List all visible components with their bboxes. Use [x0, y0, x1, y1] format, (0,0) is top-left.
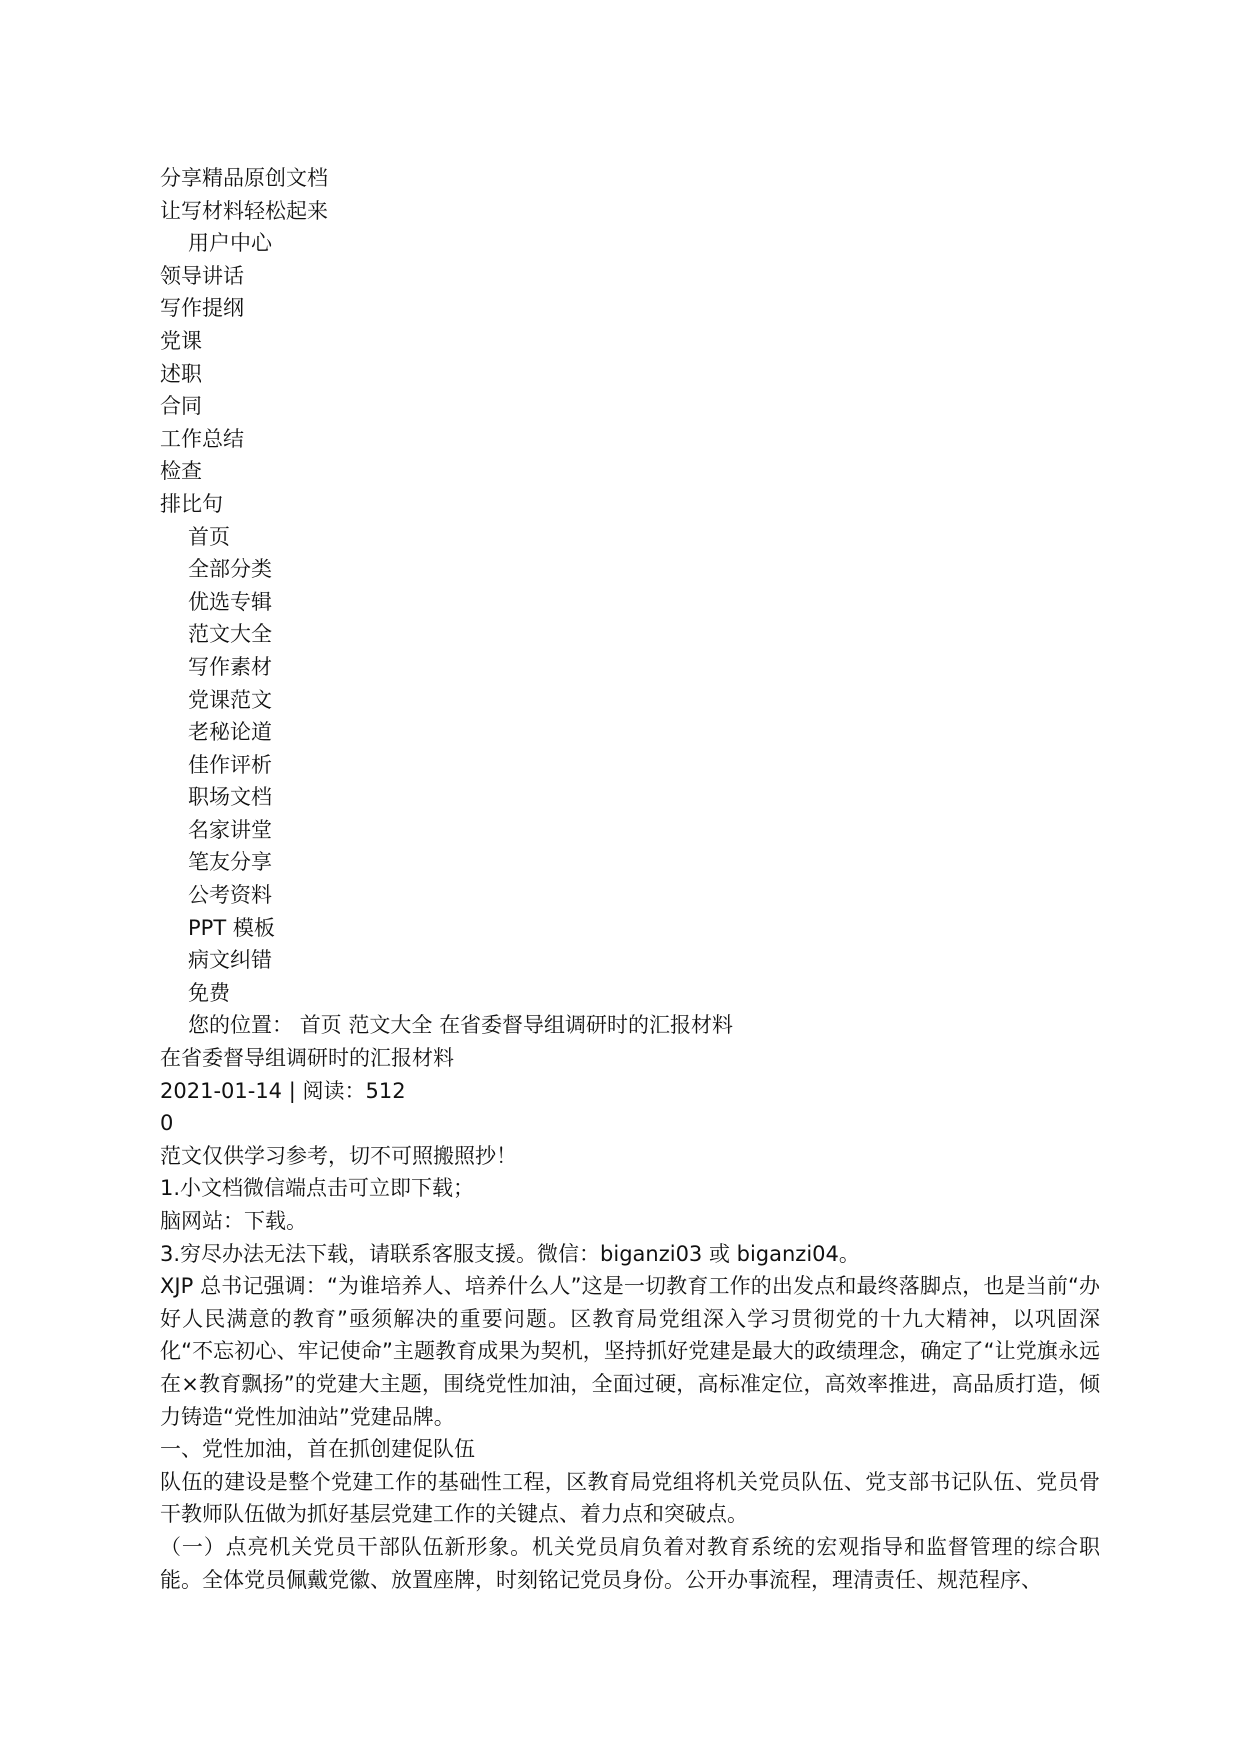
nav-item-featured[interactable]: 优选专辑	[188, 589, 272, 614]
category-link-inspection[interactable]: 检查	[160, 459, 202, 484]
site-slogan-2: 让写材料轻松起来	[160, 198, 328, 223]
usage-notice: 范文仅供学习参考，切不可照搬照抄！	[160, 1143, 517, 1168]
breadcrumb-current: 在省委督导组调研时的汇报材料	[439, 1013, 734, 1038]
category-link-contract[interactable]: 合同	[160, 394, 202, 419]
article-title: 在省委督导组调研时的汇报材料	[160, 1046, 454, 1071]
download-tip-1: 1.小文档微信端点击可立即下载；	[160, 1176, 475, 1201]
article-paragraph-3: （一）点亮机关党员干部队伍新形象。机关党员肩负着对教育系统的宏观指导和监督管理的综合职能。全体党员佩戴党徽、放置座牌，时刻铭记党员身份。公开办事流程，理清责任、规范程序、	[160, 1534, 1100, 1592]
top-category-list	[160, 260, 1100, 521]
section-heading-1: 一、党性加油，首在抓创建促队伍	[160, 1437, 475, 1462]
nav-item-ppt-templates[interactable]: PPT 模板	[188, 915, 275, 940]
article-paragraph-1: XJP 总书记强调：“为谁培养人、培养什么人”这是一切教育工作的出发点和最终落脚点，也是当前“办好人民满意的教育”亟须解决的重要问题。区教育局党组深入学习贯彻党的十九大精神，以巩固深化“不忘初心、牢记使命”主题教育成果为契机，坚持抓好党建是最大的政绩理念，确定了“让党旗永远在×教育飘扬”的党建大主题，围绕党性加油，全面过硬，高标准定位，高效率推进，高品质打造，倾力铸造“党性加油站”党建品牌。	[160, 1274, 1100, 1429]
nav-item-party-samples[interactable]: 党课范文	[188, 687, 272, 712]
nav-item-lectures[interactable]: 名家讲堂	[188, 817, 272, 842]
main-nav	[160, 521, 1100, 1010]
nav-item-secretary-talk[interactable]: 老秘论道	[188, 720, 272, 745]
like-count[interactable]: 0	[160, 1111, 174, 1136]
nav-item-corrections[interactable]: 病文纠错	[188, 948, 272, 973]
category-link-outline[interactable]: 写作提纲	[160, 296, 244, 321]
nav-item-free[interactable]: 免费	[188, 980, 230, 1005]
site-slogan-1: 分享精品原创文档	[160, 166, 328, 190]
breadcrumb-home-link[interactable]: 首页	[299, 1013, 342, 1038]
nav-item-exam-materials[interactable]: 公考资料	[188, 883, 272, 908]
nav-item-materials[interactable]: 写作素材	[188, 654, 272, 679]
document-page	[160, 162, 1100, 1596]
article-meta: 2021-01-14 | 阅读：512	[160, 1078, 406, 1103]
category-link-work-summary[interactable]: 工作总结	[160, 426, 244, 451]
nav-item-workplace-docs[interactable]: 职场文档	[188, 785, 272, 810]
nav-item-all-categories[interactable]: 全部分类	[188, 557, 272, 582]
breadcrumb	[160, 1009, 1100, 1042]
nav-item-reviews[interactable]: 佳作评析	[188, 752, 272, 777]
nav-item-home[interactable]: 首页	[188, 524, 230, 549]
breadcrumb-category-link[interactable]: 范文大全	[348, 1013, 433, 1038]
article-paragraph-2: 队伍的建设是整个党建工作的基础性工程，区教育局党组将机关党员队伍、党支部书记队伍、党员骨干教师队伍做为抓好基层党建工作的关键点、着力点和突破点。	[160, 1469, 1100, 1527]
category-link-party-lesson[interactable]: 党课	[160, 328, 202, 353]
nav-item-samples[interactable]: 范文大全	[188, 622, 272, 647]
user-center-link[interactable]: 用户中心	[188, 231, 272, 256]
category-link-report[interactable]: 述职	[160, 361, 202, 386]
download-tip-2: 脑网站：下载。	[160, 1209, 307, 1233]
category-link-speech[interactable]: 领导讲话	[160, 263, 244, 288]
download-tip-3: 3.穷尽办法无法下载，请联系客服支援。微信：biganzi03 或 biganzi04。	[160, 1241, 860, 1266]
breadcrumb-prefix: 您的位置：	[188, 1013, 293, 1038]
category-link-parallelism[interactable]: 排比句	[160, 491, 223, 516]
nav-item-pen-friends[interactable]: 笔友分享	[188, 850, 272, 875]
